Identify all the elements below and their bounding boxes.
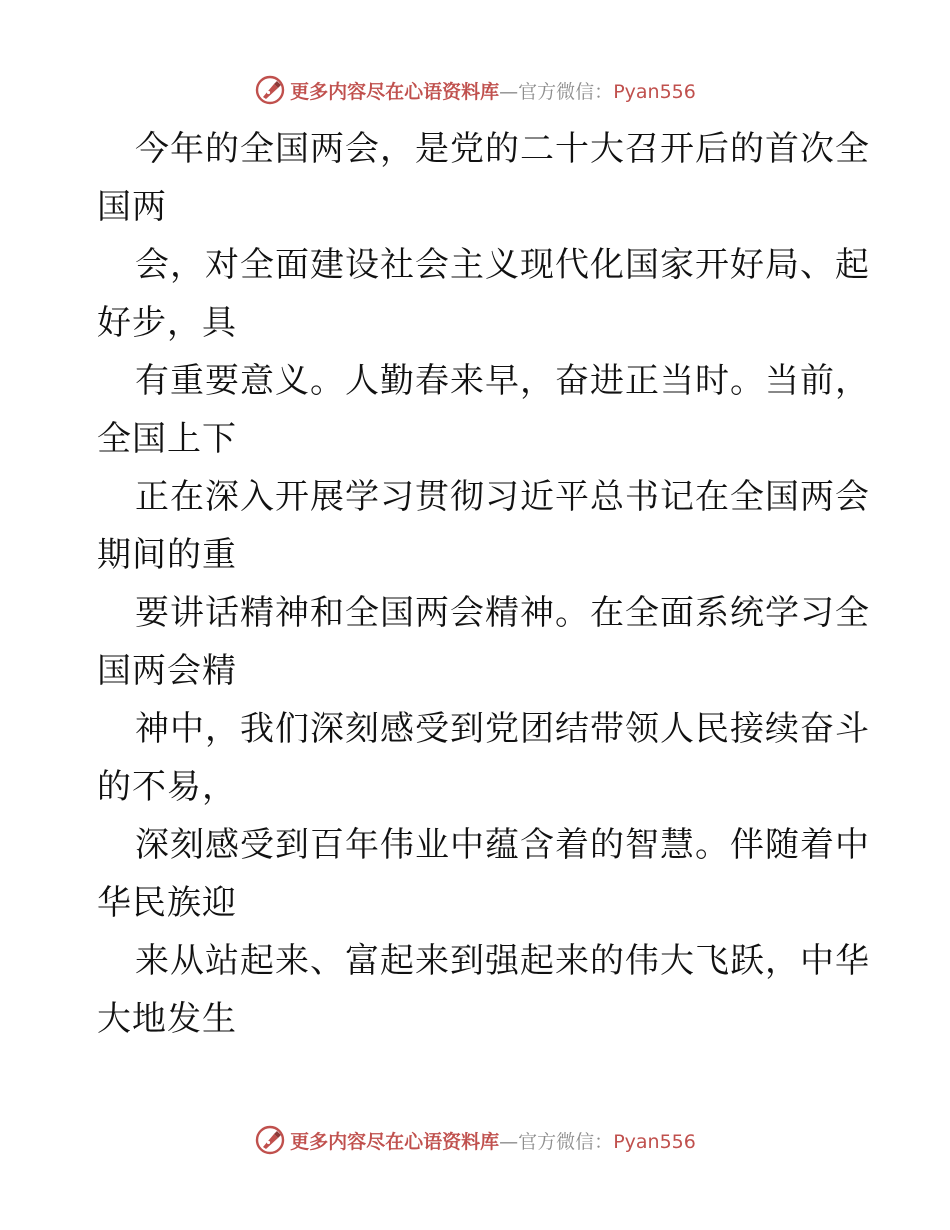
text-line: 的不易， — [97, 767, 237, 807]
banner-wechat-id: Pyan556 — [613, 80, 696, 103]
text-line: 会，对全面建设社会主义现代化国家开好局、起 — [135, 245, 870, 285]
text-line: 华民族迎 — [97, 883, 237, 923]
text-line: 国两 — [97, 187, 167, 227]
pen-nib-logo-icon — [254, 1124, 286, 1156]
banner-title: 更多内容尽在心语资料库 — [290, 1130, 500, 1153]
pen-nib-logo-icon — [254, 74, 286, 106]
text-line: 大地发生 — [97, 999, 237, 1039]
text-line: 神中，我们深刻感受到党团结带领人民接续奋斗 — [135, 709, 870, 749]
text-line: 有重要意义。人勤春来早，奋进正当时。当前， — [135, 361, 870, 401]
text-line: 国两会精 — [97, 651, 237, 691]
text-line: 全国上下 — [97, 419, 237, 459]
header-banner — [0, 70, 950, 110]
text-line: 正在深入开展学习贯彻习近平总书记在全国两会 — [135, 477, 870, 517]
banner-title: 更多内容尽在心语资料库 — [290, 80, 500, 103]
footer-banner — [0, 1120, 950, 1160]
text-line: 来从站起来、富起来到强起来的伟大飞跃，中华 — [135, 941, 870, 981]
text-line: 要讲话精神和全国两会精神。在全面系统学习全 — [135, 593, 870, 633]
text-line: 期间的重 — [97, 535, 237, 575]
banner-wechat-id: Pyan556 — [613, 1130, 696, 1153]
text-line: 好步，具 — [97, 303, 237, 343]
text-line: 今年的全国两会，是党的二十大召开后的首次全 — [135, 129, 870, 169]
text-line: 深刻感受到百年伟业中蕴含着的智慧。伴随着中 — [135, 825, 870, 865]
document-body — [97, 120, 870, 1048]
banner-wechat-label: —官方微信： — [499, 1130, 614, 1153]
banner-wechat-label: —官方微信： — [499, 80, 614, 103]
